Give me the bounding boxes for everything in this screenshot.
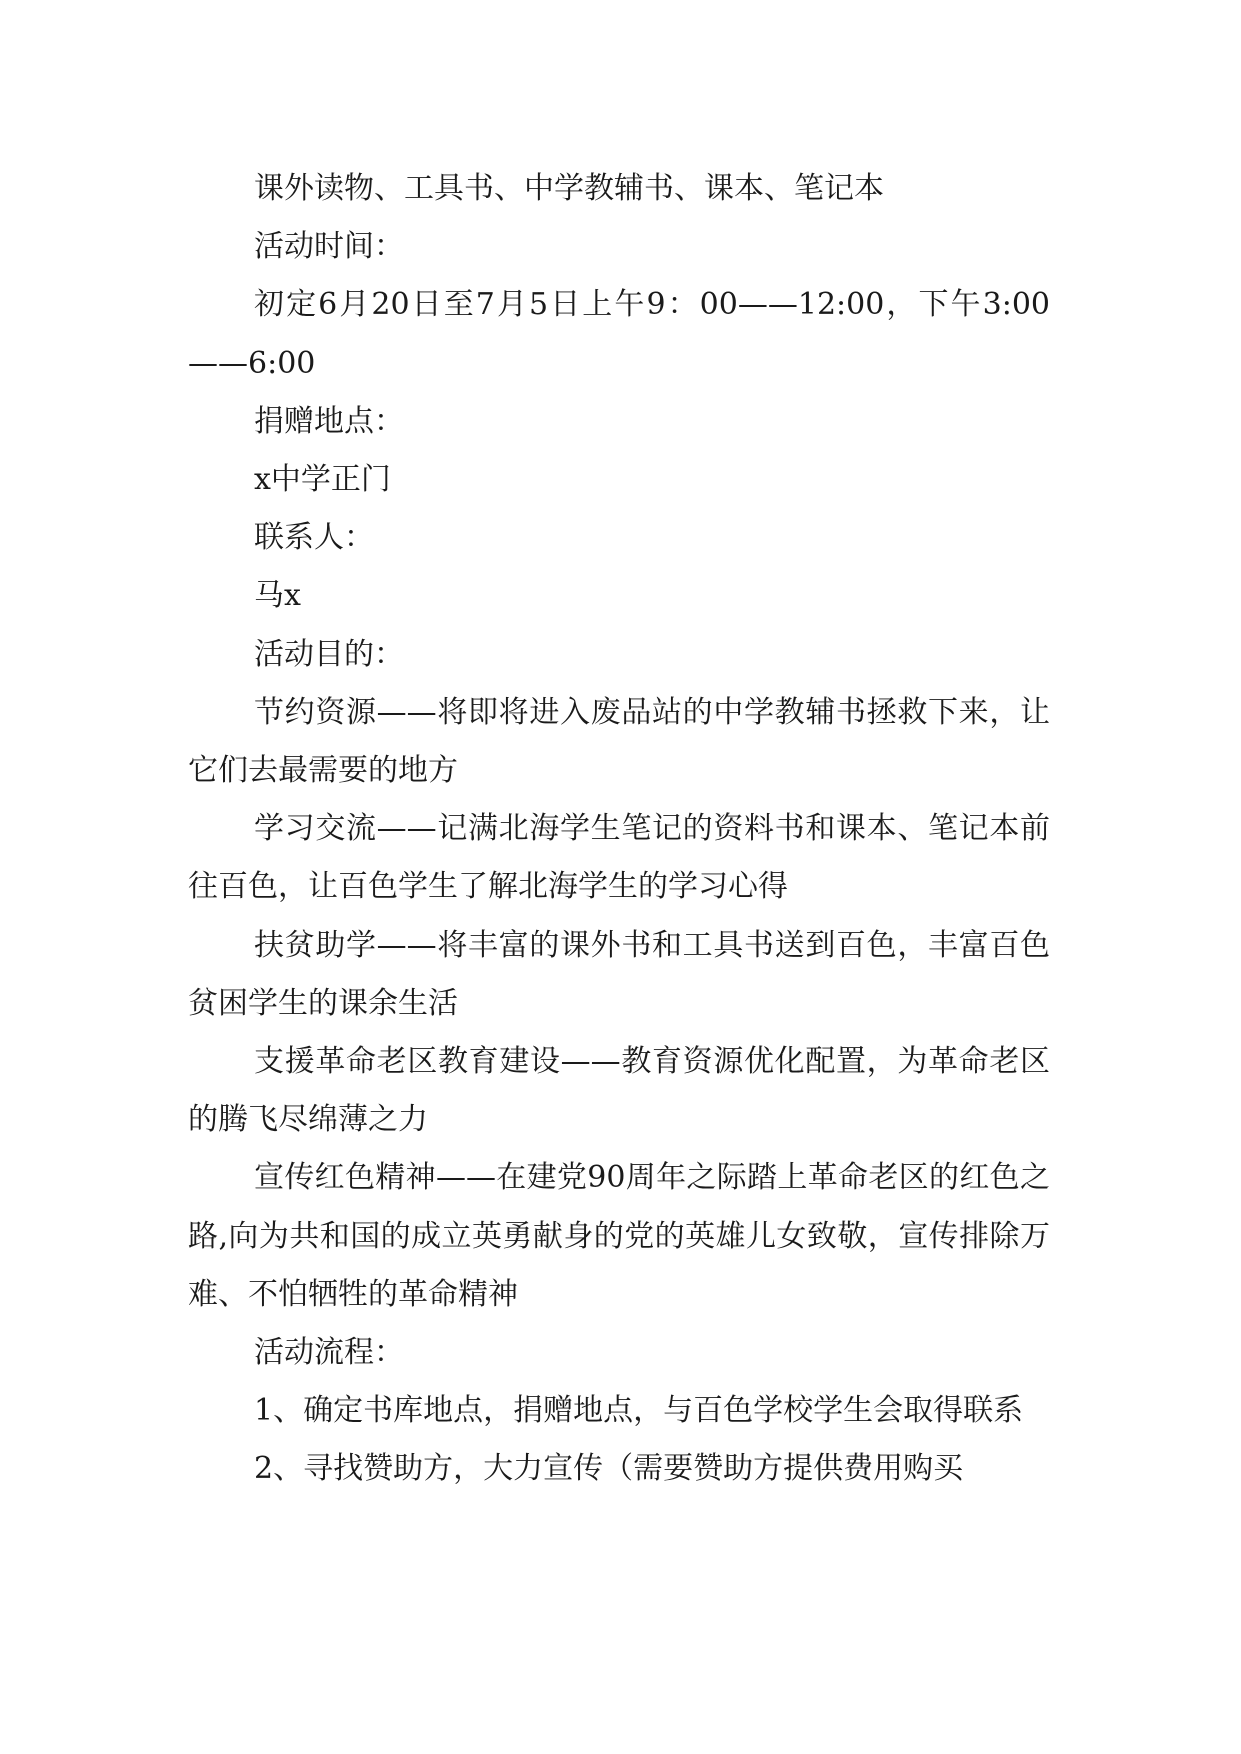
purpose-item-red-spirit: 宣传红色精神——在建党90周年之际踏上革命老区的红色之路,向为共和国的成立英勇献身的党的英雄儿女致敬，宣传排除万难、不怕牺牲的革命精神 bbox=[188, 1160, 1050, 1312]
purpose-item-education-support: 支援革命老区教育建设——教育资源优化配置，为革命老区的腾飞尽绵薄之力 bbox=[188, 1044, 1050, 1138]
activity-time-text: 初定6月20日至7月5日上午9：00——12:00，下午3:00——6:00 bbox=[188, 287, 1050, 381]
contact-text: 马x bbox=[254, 578, 301, 614]
process-step-2: 2、寻找赞助方，大力宣传（需要赞助方提供费用购买 bbox=[254, 1451, 964, 1487]
purpose-item-learning-exchange: 学习交流——记满北海学生笔记的资料书和课本、笔记本前往百色，让百色学生了解北海学生的学习心得 bbox=[188, 811, 1050, 905]
process-step-1: 1、确定书库地点，捐赠地点，与百色学校学生会取得联系 bbox=[254, 1393, 1024, 1429]
purpose-item-poverty-aid: 扶贫助学——将丰富的课外书和工具书送到百色，丰富百色贫困学生的课余生活 bbox=[188, 927, 1050, 1021]
item-list-text: 课外读物、工具书、中学教辅书、课本、笔记本 bbox=[254, 171, 884, 206]
activity-time-heading: 活动时间： bbox=[254, 229, 404, 265]
donation-location-text: x中学正门 bbox=[254, 462, 391, 498]
document-body bbox=[188, 160, 1050, 1499]
purpose-item-save-resources: 节约资源——将即将进入废品站的中学教辅书拯救下来，让它们去最需要的地方 bbox=[188, 694, 1050, 789]
contact-heading: 联系人： bbox=[254, 520, 374, 556]
activity-process-heading: 活动流程： bbox=[254, 1335, 404, 1371]
donation-location-heading: 捐赠地点： bbox=[254, 403, 404, 439]
activity-purpose-heading: 活动目的： bbox=[254, 636, 404, 672]
